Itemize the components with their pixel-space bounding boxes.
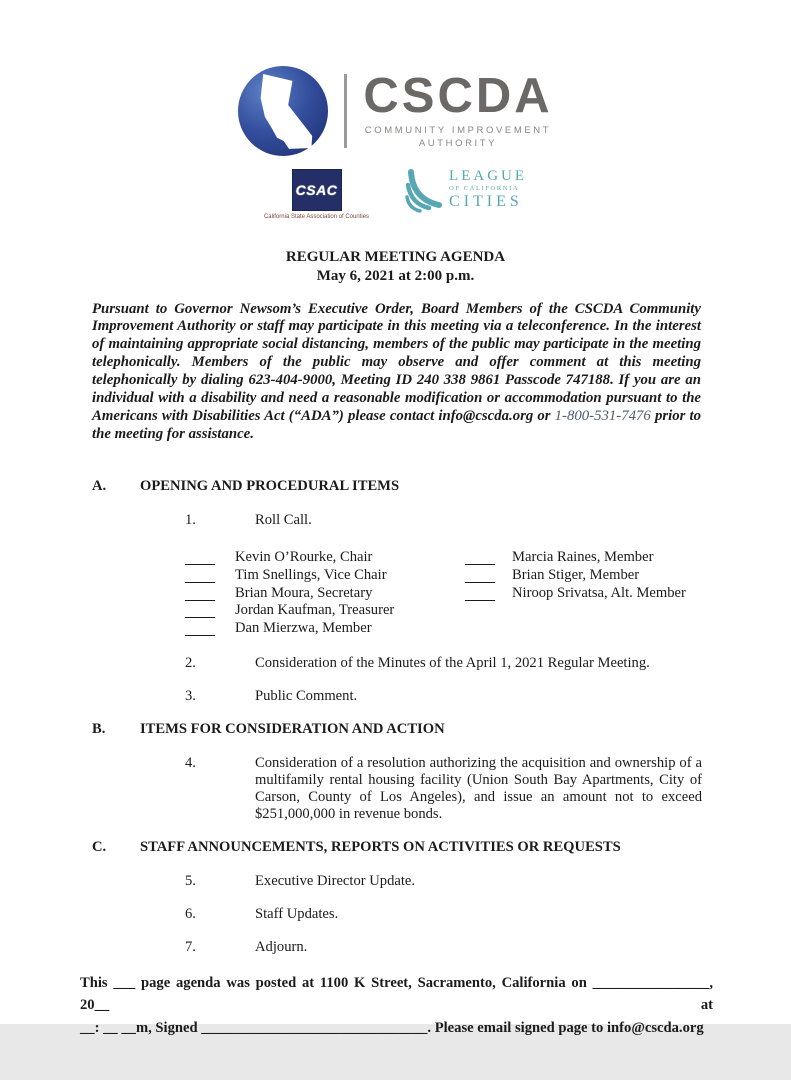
csac-acronym: CSAC [295, 182, 338, 198]
agenda-item-7 [0, 939, 791, 956]
roll-call-row [185, 583, 791, 601]
section-a-letter: A. [92, 477, 107, 494]
roll-call-blank[interactable] [185, 551, 215, 565]
meeting-title-block [0, 248, 791, 286]
item-3-number: 3. [185, 687, 196, 704]
item-4-text: Consideration of a resolution authorizing the acquisition and ownership of a multifamily rental housing facility (Union South Bay Apartments, City of Carson, County of Los Angeles), and issue an amount not to exceed $251,000,000 in revenue bonds. [255, 754, 702, 822]
roll-call-row [185, 601, 791, 619]
agenda-item-5 [0, 873, 791, 890]
roll-call-entry [185, 602, 465, 618]
league-line3: CITIES [449, 192, 523, 210]
teleconference-notice [92, 301, 701, 444]
posting-certification-footer [80, 972, 713, 1080]
notice-text-after-phone: prior to the meeting for assistance. [92, 407, 701, 442]
roll-call-row [185, 548, 791, 566]
roll-call-name: Brian Stiger, Member [512, 566, 640, 583]
cscda-acronym: CSCDA [363, 68, 553, 123]
roll-call-name: Kevin O’Rourke, Chair [235, 549, 373, 566]
roll-call-entry [465, 567, 702, 583]
roll-call-blank[interactable] [465, 569, 495, 583]
roll-call-entry [185, 549, 465, 565]
cscda-logo [238, 66, 328, 156]
agenda-body [0, 478, 791, 972]
item-1-number: 1. [185, 511, 196, 528]
cscda-wordmark [363, 68, 553, 151]
california-state-icon [240, 68, 326, 154]
roll-call-blank[interactable] [185, 604, 215, 618]
section-a-heading [0, 478, 791, 495]
roll-call-blank[interactable] [185, 569, 215, 583]
item-1-text: Roll Call. [255, 511, 312, 528]
roll-call-name: Jordan Kaufman, Treasurer [235, 602, 395, 619]
league-line2: OF CALIFORNIA [449, 185, 520, 192]
item-6-number: 6. [185, 905, 196, 922]
league-wave-icon [403, 169, 443, 215]
csac-caption: California State Association of Counties [263, 214, 370, 220]
roll-call-name: Dan Mierzwa, Member [235, 619, 372, 636]
roll-call-list [185, 548, 791, 636]
section-c-heading [0, 839, 791, 856]
logo-divider [344, 74, 347, 148]
roll-call-blank[interactable] [465, 551, 495, 565]
section-a-title: OPENING AND PROCEDURAL ITEMS [140, 477, 400, 494]
roll-call-name: Marcia Raines, Member [512, 549, 654, 566]
footer-line1: This ___ page agenda was posted at 1100 K Street, Sacramento, California on ________________, 20__ at [80, 974, 713, 1014]
notice-text-before-phone: Pursuant to Governor Newsom’s Executive Order, Board Members of the CSCDA Community Improvement Authority or staff may participate in this meeting via a teleconference. In the interest of maintaining appropriate social distancing, members of the public may participate in the meeting telephonically. Members of the public may observe and offer comment at this meeting telephonically by dialing 623-404-9000, Meeting ID 240 338 9861 Passcode 747188. If you are an individual with a disability and need a reasonable modification or accommodation pursuant to the Americans with Disabilities Act (“ADA”) please contact info@cscda.org or [92, 300, 701, 424]
roll-call-blank[interactable] [185, 587, 215, 601]
cscda-subtitle [365, 125, 551, 151]
roll-call-blank[interactable] [185, 622, 215, 636]
agenda-item-2 [0, 655, 791, 672]
roll-call-entry [185, 567, 465, 583]
footer-line2: __: __ __m, Signed _______________________________. Please email signed page to info@cscda.org [80, 1019, 704, 1036]
item-5-number: 5. [185, 872, 196, 889]
item-3-text: Public Comment. [255, 687, 358, 704]
roll-call-entry [185, 585, 465, 601]
roll-call-entry [465, 585, 702, 601]
section-b-letter: B. [92, 720, 106, 737]
roll-call-name: Niroop Srivatsa, Alt. Member [512, 584, 686, 601]
item-6-text: Staff Updates. [255, 905, 339, 922]
item-7-text: Adjourn. [255, 938, 308, 955]
roll-call-blank[interactable] [465, 587, 495, 601]
item-7-number: 7. [185, 938, 196, 955]
roll-call-name: Tim Snellings, Vice Chair [235, 566, 387, 583]
cscda-subtitle-line2: AUTHORITY [418, 137, 498, 149]
csac-logo [264, 169, 369, 220]
partner-logo-row [0, 169, 791, 220]
phone-link[interactable]: 1-800-531-7476 [554, 407, 651, 424]
agenda-item-1 [0, 512, 791, 529]
agenda-item-6 [0, 906, 791, 923]
section-c-title: STAFF ANNOUNCEMENTS, REPORTS ON ACTIVITIES OR REQUESTS [140, 838, 621, 855]
csac-logo-box [292, 169, 342, 211]
league-line1: LEAGUE [449, 168, 528, 184]
roll-call-row [185, 565, 791, 583]
league-wordmark [449, 169, 527, 211]
item-2-number: 2. [185, 654, 196, 671]
agenda-item-3 [0, 688, 791, 705]
roll-call-entry [185, 620, 465, 636]
section-c-letter: C. [92, 838, 107, 855]
header-logo-row [0, 0, 791, 156]
item-2-text: Consideration of the Minutes of the April 1, 2021 Regular Meeting. [255, 654, 650, 671]
item-5-text: Executive Director Update. [255, 872, 416, 889]
meeting-title: REGULAR MEETING AGENDA [285, 249, 506, 265]
roll-call-name: Brian Moura, Secretary [235, 584, 373, 601]
item-4-number: 4. [185, 754, 196, 771]
meeting-datetime: May 6, 2021 at 2:00 p.m. [316, 267, 475, 284]
section-b-title: ITEMS FOR CONSIDERATION AND ACTION [140, 720, 445, 737]
league-of-california-cities-logo [403, 169, 527, 215]
roll-call-entry [465, 549, 702, 565]
section-b-heading [0, 721, 791, 738]
roll-call-row [185, 618, 791, 636]
cscda-subtitle-line1: COMMUNITY IMPROVEMENT [364, 124, 552, 136]
agenda-item-4 [0, 755, 791, 823]
